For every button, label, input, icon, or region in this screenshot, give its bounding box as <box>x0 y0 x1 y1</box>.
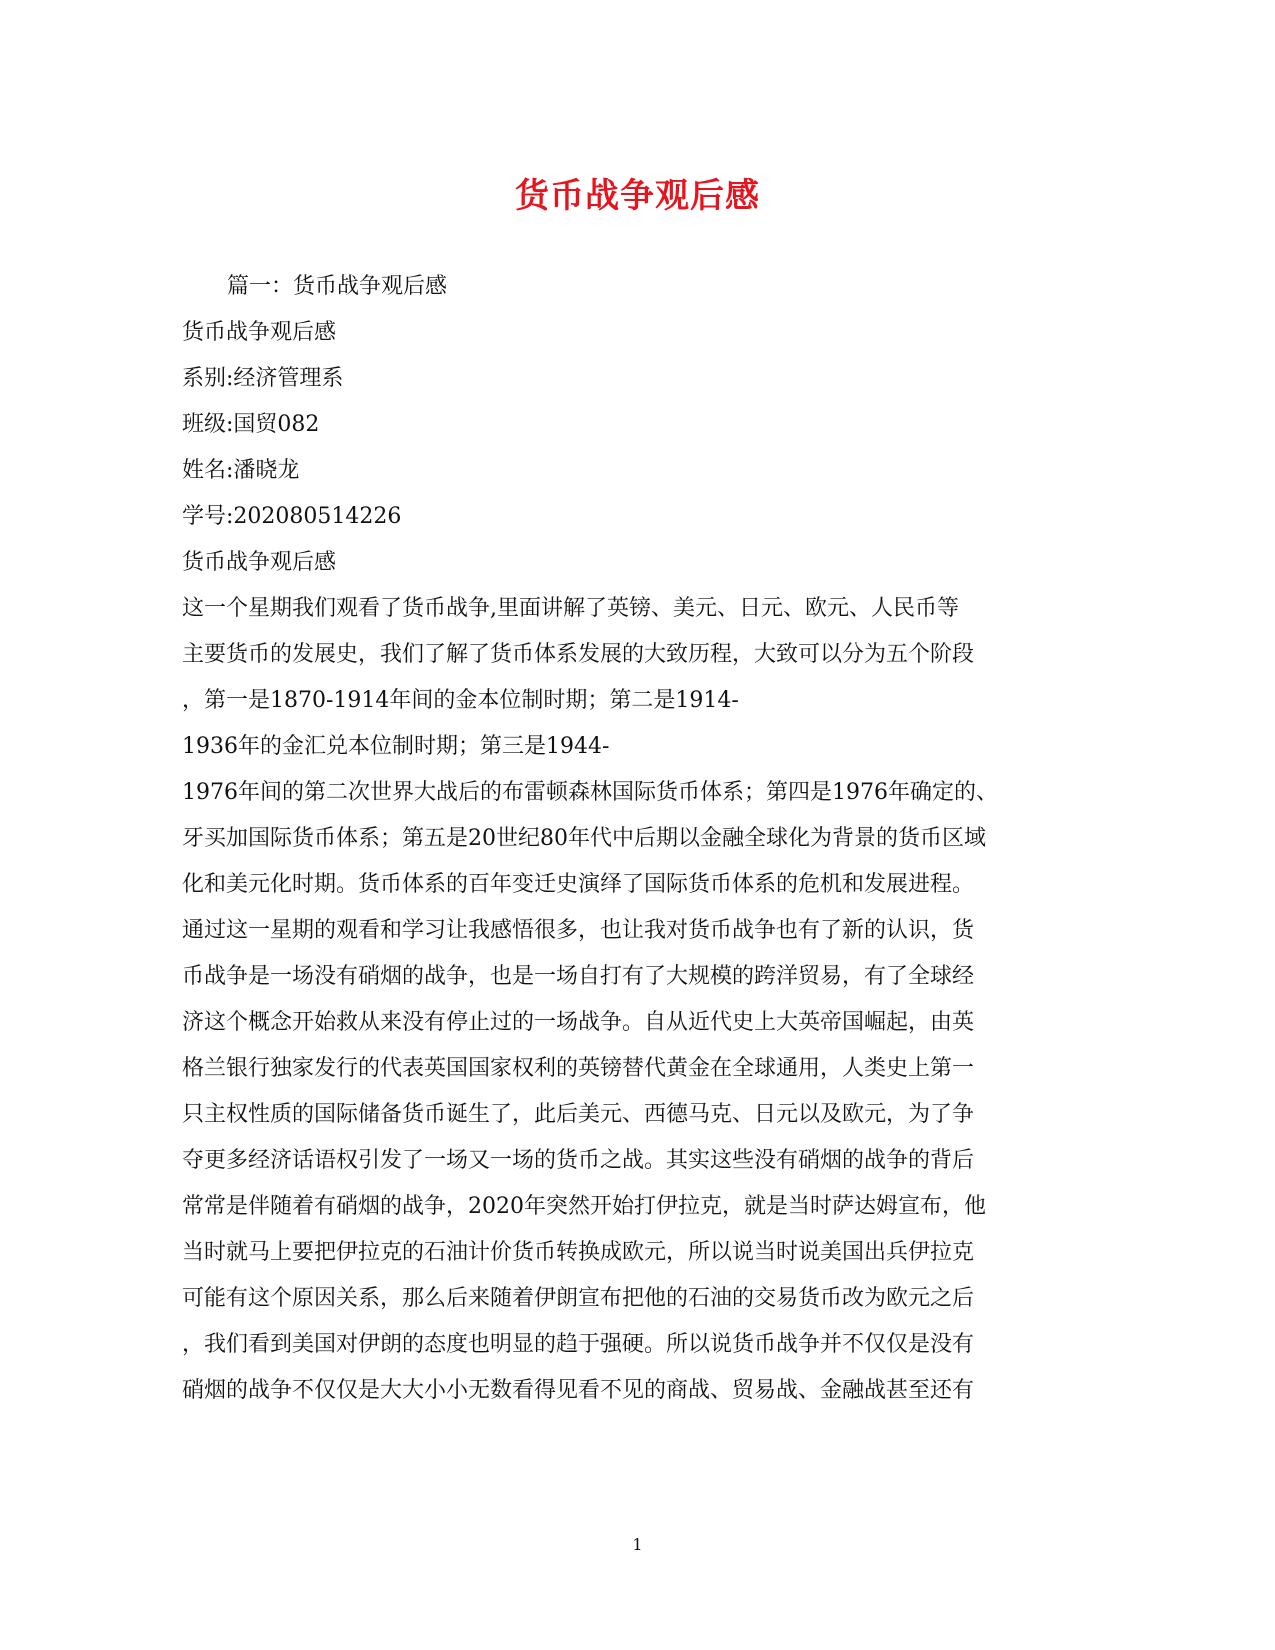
class-line: 班级:国贸082 <box>182 412 320 437</box>
page-number: 1 <box>632 1535 643 1554</box>
body-line: 1936年的金汇兑本位制时期；第三是1944- <box>182 734 610 759</box>
essay-title: 货币战争观后感 <box>182 320 337 345</box>
body-line: 化和美元化时期。货币体系的百年变迁史演绎了国际货币体系的危机和发展进程。 <box>182 872 975 897</box>
body-line: 币战争是一场没有硝烟的战争，也是一场自打有了大规模的跨洋贸易，有了全球经 <box>182 964 975 989</box>
body-line: 这一个星期我们观看了货币战争,里面讲解了英镑、美元、日元、欧元、人民币等 <box>182 596 959 621</box>
body-line: 只主权性质的国际储备货币诞生了，此后美元、西德马克、日元以及欧元，为了争 <box>182 1102 975 1127</box>
document-title: 货币战争观后感 <box>515 176 760 216</box>
body-line: 可能有这个原因关系，那么后来随着伊朗宣布把他的石油的交易货币改为欧元之后 <box>182 1286 975 1311</box>
name-line: 姓名:潘晓龙 <box>182 458 300 483</box>
body-line: 夺更多经济话语权引发了一场又一场的货币之战。其实这些没有硝烟的战争的背后 <box>182 1148 975 1173</box>
body-line: 牙买加国际货币体系；第五是20世纪80年代中后期以金融全球化为背景的货币区域 <box>182 826 986 851</box>
body-line: ，第一是1870-1914年间的金本位制时期；第二是1914- <box>182 688 739 713</box>
body-line: 当时就马上要把伊拉克的石油计价货币转换成欧元，所以说当时说美国出兵伊拉克 <box>182 1240 975 1265</box>
body-line: 通过这一星期的观看和学习让我感悟很多，也让我对货币战争也有了新的认识，货 <box>182 918 975 943</box>
body-line: 硝烟的战争不仅仅是大大小小无数看得见看不见的商战、贸易战、金融战甚至还有 <box>182 1378 975 1403</box>
body-line: 1976年间的第二次世界大战后的布雷顿森林国际货币体系；第四是1976年确定的、 <box>182 780 998 805</box>
department-line: 系别:经济管理系 <box>182 366 344 391</box>
essay-subtitle: 货币战争观后感 <box>182 550 337 575</box>
body-line: 济这个概念开始救从来没有停止过的一场战争。自从近代史上大英帝国崛起，由英 <box>182 1010 975 1035</box>
body-line: 常常是伴随着有硝烟的战争，2020年突然开始打伊拉克，就是当时萨达姆宣布，他 <box>182 1194 986 1219</box>
body-line: 格兰银行独家发行的代表英国国家权利的英镑替代黄金在全球通用，人类史上第一 <box>182 1056 975 1081</box>
student-id-line: 学号:202080514226 <box>182 504 402 529</box>
body-line: 主要货币的发展史，我们了解了货币体系发展的大致历程，大致可以分为五个阶段 <box>182 642 975 667</box>
section-heading: 篇一：货币战争观后感 <box>227 274 448 299</box>
body-line: ，我们看到美国对伊朗的态度也明显的趋于强硬。所以说货币战争并不仅仅是没有 <box>182 1332 975 1357</box>
